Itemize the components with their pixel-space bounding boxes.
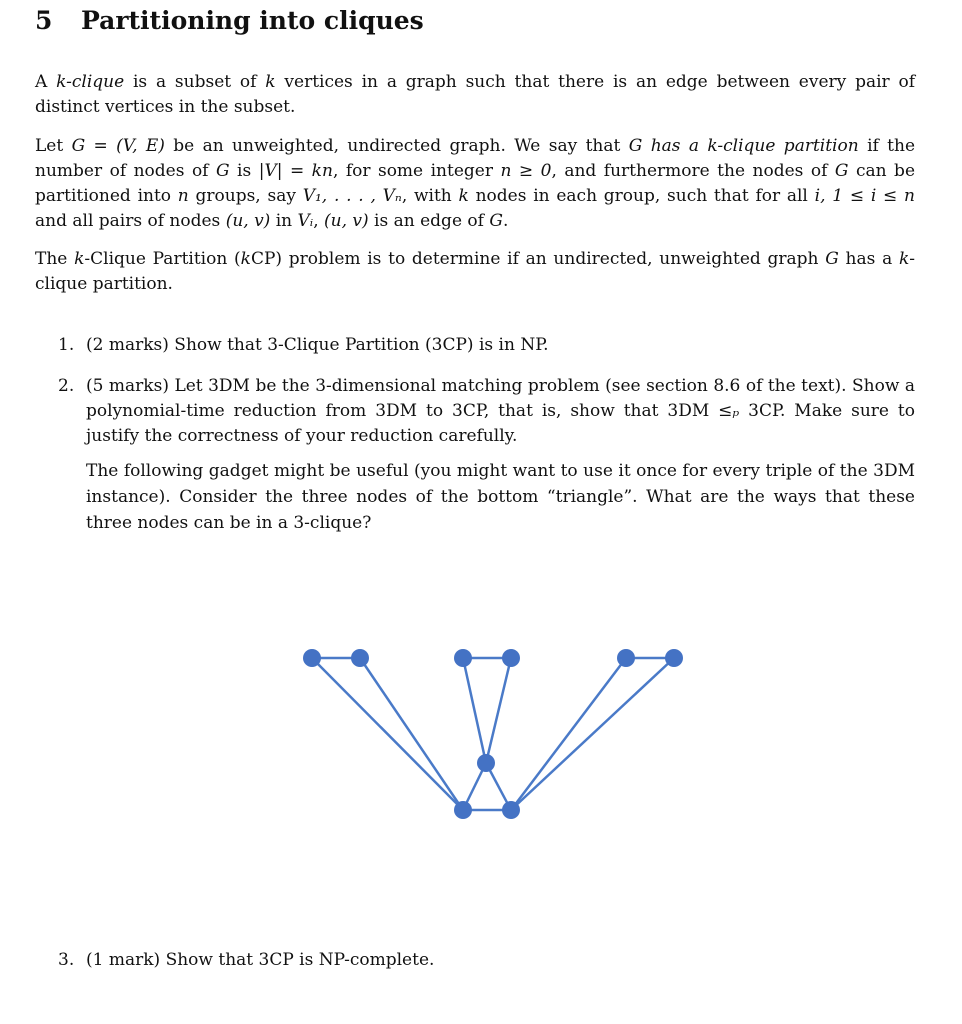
math: G <box>215 161 230 181</box>
term-k-clique: k-clique <box>56 72 125 92</box>
gadget-edge <box>511 658 626 810</box>
math: k <box>240 249 251 269</box>
text: -Clique Partition ( <box>84 249 241 269</box>
text: The <box>35 249 75 269</box>
math: G = (V, E) <box>71 136 165 156</box>
text: Let <box>35 136 72 156</box>
text: , <box>313 211 325 231</box>
text: if the number of nodes of <box>35 136 916 181</box>
math: (u, v) <box>324 211 369 231</box>
gadget-edge <box>360 658 463 810</box>
gadget-node <box>665 649 683 667</box>
text: is an edge of <box>368 211 490 231</box>
text: and all pairs of nodes <box>35 211 226 231</box>
gadget-node <box>477 754 495 772</box>
math: n <box>177 186 189 206</box>
gadget-node <box>303 649 321 667</box>
text: nodes in each group, such that for all <box>468 186 815 206</box>
text: A <box>35 72 57 92</box>
math: |V| = kn <box>258 161 333 181</box>
gadget-node <box>454 649 472 667</box>
text: has a <box>838 249 899 269</box>
math: n ≥ 0 <box>500 161 552 181</box>
text: be an unweighted, undirected graph. We say that <box>164 136 629 156</box>
math: V₁, . . . , Vₙ <box>302 186 402 206</box>
gadget-node <box>502 649 520 667</box>
math-k: k <box>265 72 276 92</box>
text: is <box>229 161 259 181</box>
section-title: Partitioning into cliques <box>81 6 424 35</box>
text: . <box>502 211 509 231</box>
text: , with <box>401 186 459 206</box>
gadget-edge <box>312 658 463 810</box>
question-label: 3. <box>58 950 75 970</box>
gadget-node <box>502 801 520 819</box>
question-label: 1. <box>58 335 75 355</box>
math: (u, v) <box>225 211 271 231</box>
text: , for some integer <box>332 161 501 181</box>
math: G <box>628 136 643 156</box>
math: Vᵢ <box>297 211 314 231</box>
text: 3CP. Make sure to justify the correctness of your reduction carefully. <box>86 401 915 446</box>
text: (5 marks) Let 3DM be the 3-dimensional matching problem (see section 8.6 of the text). Show a polynomial-time reduction from 3DM to 3CP, that is, show that 3DM <box>86 376 915 421</box>
gadget-edge <box>463 658 486 763</box>
text: groups, say <box>188 186 303 206</box>
question-text: (1 mark) Show that 3CP is NP-complete. <box>86 950 435 970</box>
text: in <box>270 211 298 231</box>
text: , and furthermore the nodes of <box>551 161 835 181</box>
math: G <box>834 161 849 181</box>
question-3 <box>58 948 915 973</box>
gadget-edge <box>511 658 674 810</box>
gadget-node <box>454 801 472 819</box>
question-label: 2. <box>58 376 75 396</box>
section-number: 5 <box>35 6 53 35</box>
text: can be partitioned into <box>35 161 916 206</box>
text: CP) problem is to determine if an undirected, unweighted graph <box>250 249 826 269</box>
text: vertices in a graph such that there is an edge between every pair of distinct vertices in the subset. <box>35 72 916 117</box>
math: k <box>458 186 469 206</box>
gadget-edge <box>486 658 511 763</box>
question-2-gadget-hint: The following gadget might be useful (you might want to use it once for every triple of the 3DM instance). Consider the three nodes of the bottom “triangle”. What are the ways that these three nodes can be in a 3-clique? <box>86 461 915 533</box>
text: -clique partition. <box>35 249 916 294</box>
math: k <box>898 249 910 269</box>
gadget-node <box>617 649 635 667</box>
text: is a subset of <box>124 72 266 92</box>
term-partition: has a k-clique partition <box>650 136 859 156</box>
gadget-node <box>351 649 369 667</box>
math: G <box>825 249 839 269</box>
math: k <box>74 249 85 269</box>
math-reduction: ≤ₚ <box>718 401 740 421</box>
math: i, 1 ≤ i ≤ n <box>814 186 915 206</box>
question-text: (2 marks) Show that 3-Clique Partition (3CP) is in NP. <box>86 335 549 355</box>
math: G <box>489 211 503 231</box>
